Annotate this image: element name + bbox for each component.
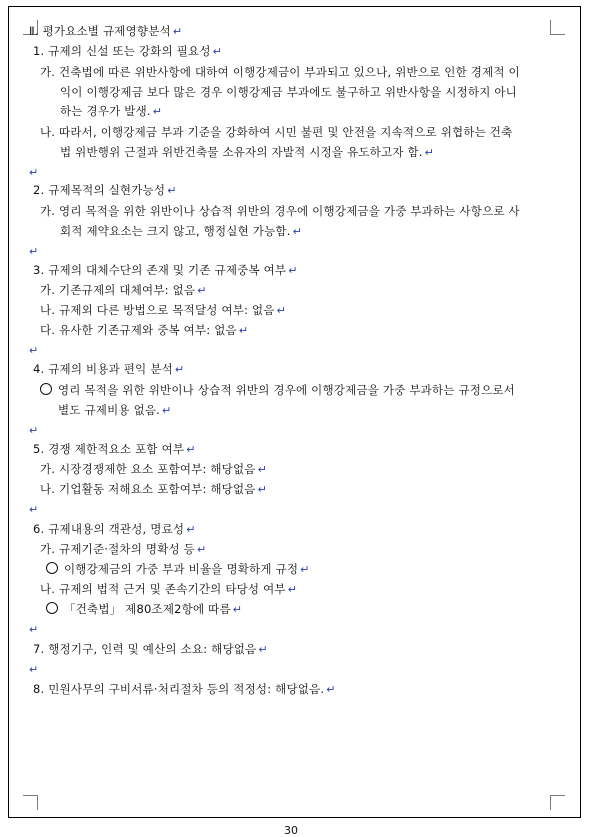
return-mark-icon: ↵ xyxy=(257,463,268,476)
return-mark-icon: ↵ xyxy=(162,404,172,417)
item-heading: 2. 규제목적의 실현가능성 ↵ xyxy=(33,183,177,197)
item-heading: 3. 규제의 대체수단의 존재 및 기존 규제중복 여부 ↵ xyxy=(33,263,298,277)
return-mark-icon: ↵ xyxy=(300,563,310,576)
paragraph-line: 「건축법」 제80조제2항에 따름 ↵ xyxy=(46,602,242,617)
item-heading: 6. 규제내용의 객관성, 명료성 ↵ xyxy=(33,522,196,536)
return-mark-icon: ↵ xyxy=(186,443,196,456)
return-mark-icon: ↵ xyxy=(287,583,298,596)
paragraph-line: 가. 영리 목적을 위한 위반이나 상습적 위반의 경우에 이행강제금을 가중 부과하는 사항으로 사 xyxy=(40,204,520,218)
return-mark-icon: ↵ xyxy=(152,105,163,118)
return-mark-icon: ↵ xyxy=(186,523,196,536)
return-mark-icon: ↵ xyxy=(172,25,183,38)
return-mark-icon: ↵ xyxy=(167,184,177,197)
return-mark-icon: ↵ xyxy=(29,344,39,357)
return-mark-icon: ↵ xyxy=(174,363,185,376)
circle-bullet-icon xyxy=(40,383,52,395)
return-mark-icon: ↵ xyxy=(326,683,336,696)
paragraph-line: 가. 기존규제의 대체여부: 없음 ↵ xyxy=(40,283,207,297)
section-heading: Ⅱ. 평가요소별 규제영향분석 ↵ xyxy=(29,24,183,38)
return-mark-icon: ↵ xyxy=(196,543,207,556)
blank-line xyxy=(29,343,38,358)
paragraph-line: 나. 따라서, 이행강제금 부과 기준을 강화하여 시민 불편 및 안전을 지속적으로 위협하는 건축 xyxy=(40,125,513,139)
return-mark-icon: ↵ xyxy=(292,225,302,238)
blank-line xyxy=(29,502,38,517)
paragraph-line: 가. 규제기준·절차의 명확성 등 ↵ xyxy=(40,542,207,556)
blank-line xyxy=(29,423,38,438)
return-mark-icon: ↵ xyxy=(29,245,39,258)
circle-bullet-icon xyxy=(46,602,58,614)
blank-line xyxy=(29,165,38,180)
paragraph-line: 나. 규제의 법적 근거 및 존속기간의 타당성 여부 ↵ xyxy=(40,582,298,596)
return-mark-icon: ↵ xyxy=(238,324,249,337)
page-number: 30 xyxy=(284,824,298,837)
return-mark-icon: ↵ xyxy=(197,284,207,297)
paragraph-line: 나. 규제외 다른 방법으로 목적달성 여부: 없음 ↵ xyxy=(40,303,287,317)
paragraph-line: 법 위반행위 근절과 위반건축물 소유자의 자발적 시정을 유도하고자 함. ↵ xyxy=(60,145,435,159)
paragraph-line: 익이 이행강제금 보다 많은 경우 이행강제금 부과에도 불구하고 위반사항을 시정하지 아니 xyxy=(60,85,517,99)
blank-line xyxy=(29,662,38,677)
item-heading: 7. 행정기구, 인력 및 예산의 소요: 해당없음 ↵ xyxy=(33,642,268,656)
return-mark-icon: ↵ xyxy=(29,623,39,636)
paragraph-line: 이행강제금의 가중 부과 비율을 명확하게 규정 ↵ xyxy=(46,562,310,577)
paragraph-line: 별도 규제비용 없음. ↵ xyxy=(58,403,172,417)
paragraph-line: 가. 건축법에 따른 위반사항에 대하여 이행강제금이 부과되고 있으나, 위반으로 인한 경제적 이 xyxy=(40,65,520,79)
return-mark-icon: ↵ xyxy=(232,603,243,616)
return-mark-icon: ↵ xyxy=(276,304,287,317)
return-mark-icon: ↵ xyxy=(29,424,39,437)
blank-line xyxy=(29,244,38,259)
return-mark-icon: ↵ xyxy=(424,146,435,159)
paragraph-line: 가. 시장경쟁제한 요소 포함여부: 해당없음 ↵ xyxy=(40,462,268,476)
paragraph-line: 영리 목적을 위한 위반이나 상습적 위반의 경우에 이행강제금을 가중 부과하는 규정으로서 xyxy=(40,383,515,397)
blank-line xyxy=(29,622,38,637)
return-mark-icon: ↵ xyxy=(29,503,39,516)
circle-bullet-icon xyxy=(46,562,58,574)
return-mark-icon: ↵ xyxy=(29,663,39,676)
paragraph-line: 나. 기업활동 저해요소 포함여부: 해당없음 ↵ xyxy=(40,482,268,496)
item-heading: 8. 민원사무의 구비서류·처리절차 등의 적정성: 해당없음. ↵ xyxy=(33,682,336,696)
return-mark-icon: ↵ xyxy=(258,643,268,656)
return-mark-icon: ↵ xyxy=(257,483,268,496)
item-heading: 4. 규제의 비용과 편익 분석 ↵ xyxy=(33,362,185,376)
return-mark-icon: ↵ xyxy=(288,264,298,277)
item-heading: 1. 규제의 신설 또는 강화의 필요성 ↵ xyxy=(33,44,223,58)
return-mark-icon: ↵ xyxy=(212,45,223,58)
paragraph-line: 다. 유사한 기존규제와 중복 여부: 없음 ↵ xyxy=(40,323,249,337)
return-mark-icon: ↵ xyxy=(29,166,39,179)
paragraph-line: 하는 경우가 발생. ↵ xyxy=(60,104,163,118)
paragraph-line: 회적 제약요소는 크지 않고, 행정실현 가능함. ↵ xyxy=(60,224,302,238)
item-heading: 5. 경쟁 제한적요소 포함 여부 ↵ xyxy=(33,442,196,456)
